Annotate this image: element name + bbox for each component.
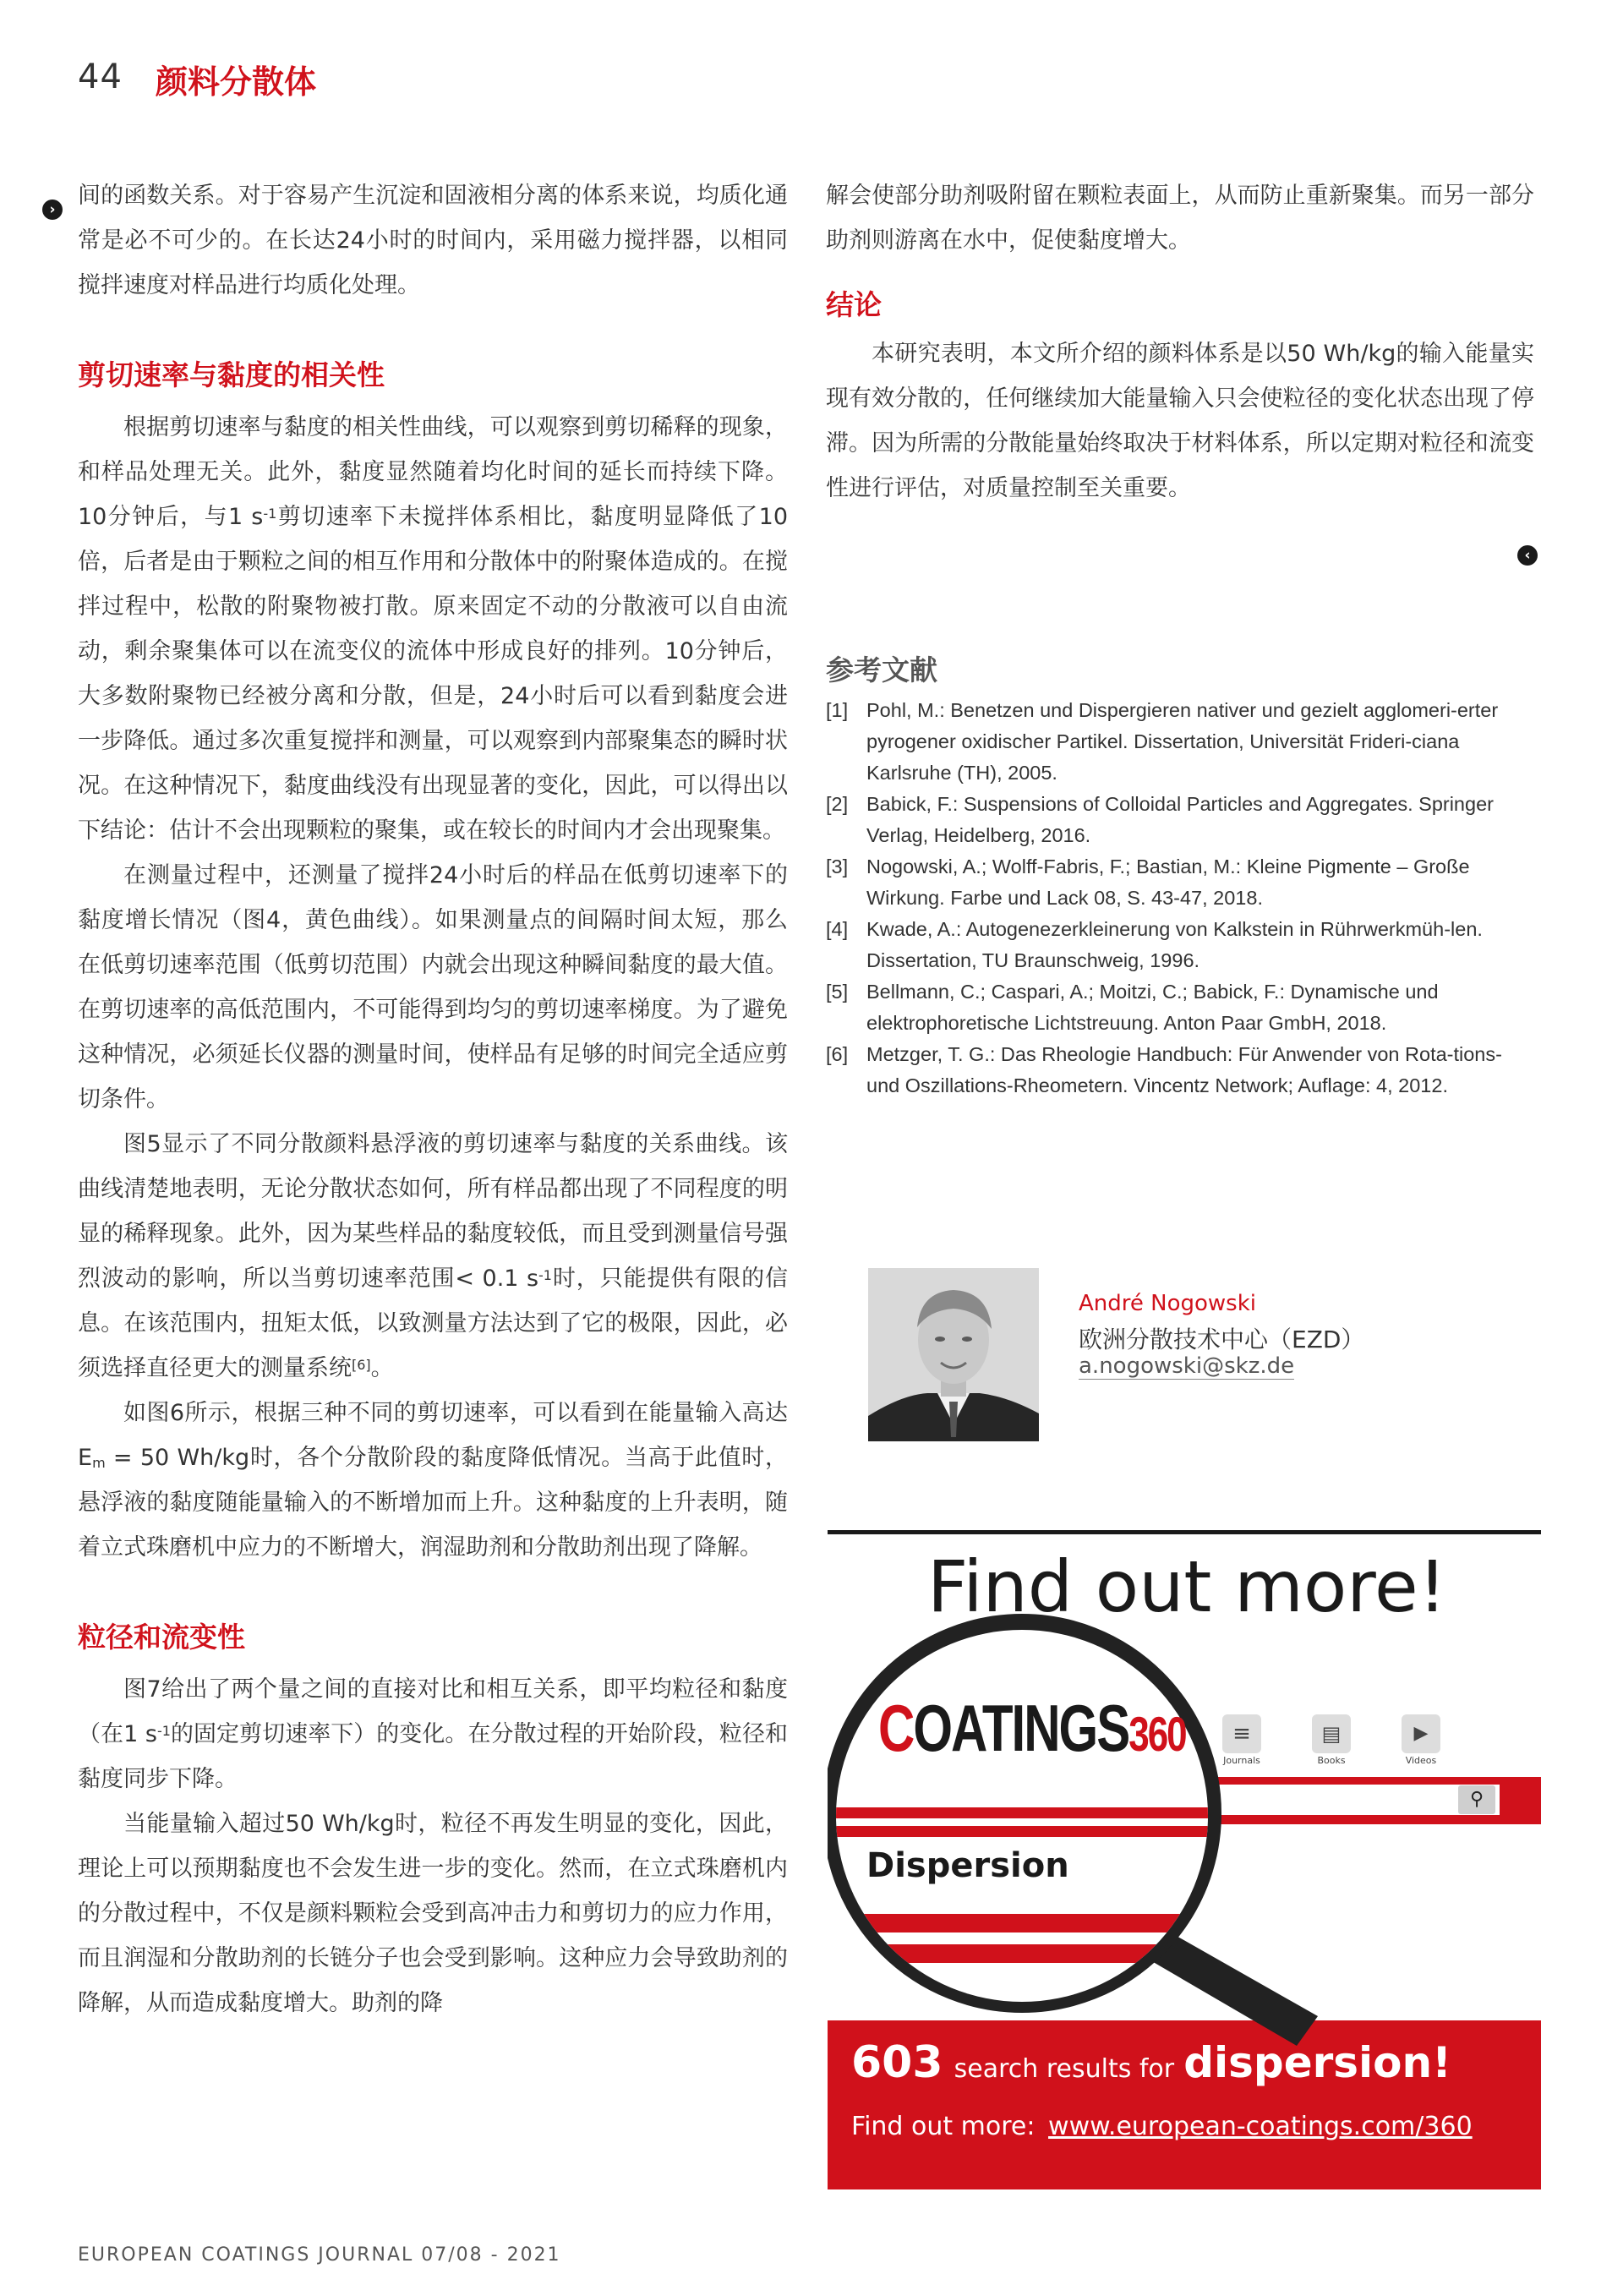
search-button[interactable] [1458,1785,1495,1814]
paragraph-conclusion: 本研究表明，本文所介绍的颜料体系是以50 Wh/kg的输入能量实现有效分散的，任何继续加大能量输入只会使粒径的变化状态出现了停滞。因为所需的分散能量始终取决于材料体系，所以定期对粒径和流变性进行评估，对质量控制至关重要。 [826,341,1534,501]
paragraph-shear-3: 图5显示了不同分散颜料悬浮液的剪切速率与黏度的关系曲线。该曲线清楚地表明，无论分散状态如何，所有样品都出现了不同程度的明显的稀释现象。此外，因为某些样品的黏度较低，而且受到测量信号强烈波动的影响，所以当剪切速率范围< 0.1 $s^{-1}$时，只能提供有限的信息。在该范围内，扭矩太低，以致测量方法达到了它的极限，因此，必须选择直径更大的测量系统[6]。 [78,1131,789,1381]
reference-item: [6] Metzger, T. G.: Das Rheologie Handbuch: Für Anwender von Rota-tions- und Oszillations-Rheometern. Vincentz Network; Auflage: 4, 2012. [826,1043,1502,1096]
reference-item: [1] Pohl, M.: Benetzen und Dispergieren nativer und gezielt agglomeri-erter pyrogener oxidischer Partikel. Dissertation, Universität Frideri-ciana Karlsruhe (TH), 2005. [826,699,1499,784]
magnifier-lens [836,1630,1208,2002]
reference-item: [5] Bellmann, C.; Caspari, A.; Moitzi, C.; Babick, F.: Dynamische und elektrophoretische Lichtstreuung. Anton Paar GmbH, 2018. [826,981,1439,1034]
search-icon: ⚲ [1469,1789,1484,1810]
journals-icon: ≡ [1222,1714,1261,1753]
page-number: 44 [78,57,123,96]
heading-shear-viscosity: 剪切速率与黏度的相关性 [78,358,385,391]
coatings360-logo: COATINGS360 [878,1691,1186,1766]
cta-line: Find out more: www.european-coatings.com/360 [851,2112,1473,2141]
search-term: Dispersion [866,1846,1069,1885]
reference-item: [4] Kwade, A.: Autogenezerkleinerung von Kalkstein in Rührwerkmüh-len. Dissertation, TU Braunschweig, 1996. [826,918,1483,971]
nav-icon-videos[interactable]: ▶ Videos [1396,1714,1446,1766]
continue-to-icon[interactable]: ‹ [1517,545,1538,566]
nav-icon-journals[interactable]: ≡ Journals [1216,1714,1267,1766]
paragraph-intro: 间的函数关系。对于容易产生沉淀和固液相分离的体系来说，均质化通常是必不可少的。在长达24小时的时间内，采用磁力搅拌器，以相同搅拌速度对样品进行均质化处理。 [78,183,788,298]
videos-icon: ▶ [1402,1714,1440,1753]
author-name: André Nogowski [1079,1291,1257,1316]
cta-link[interactable]: www.european-coatings.com/360 [1048,2112,1473,2141]
heading-references: 参考文献 [826,653,937,686]
paragraph-particle-2: 当能量输入超过50 Wh/kg时，粒径不再发生明显的变化，因此，理论上可以预期黏度也不会发生进一步的变化。然而，在立式珠磨机内的分散过程中，不仅是颜料颗粒会受到高冲击力和剪切力的应力作用，而且润湿和分散助剂的长链分子也会受到影响。这种应力会导致助剂的降解，从而造成黏度增大。助剂的降 [78,1811,788,2016]
paragraph-continued: 解会使部分助剂吸附留在颗粒表面上，从而防止重新聚集。而另一部分助剂则游离在水中，促使黏度增大。 [826,183,1534,254]
reference-item: [2] Babick, F.: Suspensions of Colloidal Particles and Aggregates. Springer Verlag, Heidelberg, 2016. [826,793,1494,846]
nav-icon-books[interactable]: ▤ Books [1306,1714,1357,1766]
author-email-link[interactable]: a.nogowski@skz.de [1079,1353,1295,1379]
author-organization: 欧洲分散技术中心（EZD） [1079,1326,1365,1353]
results-label: search results for [954,2054,1175,2084]
paragraph-shear-2: 在测量过程中，还测量了搅拌24小时后的样品在低剪切速率下的黏度增长情况（图4，黄色曲线）。如果测量点的间隔时间太短，那么在低剪切速率范围（低剪切范围）内就会出现这种瞬间黏度的最大值。在剪切速率的高低范围内，不可能得到均匀的剪切速率梯度。为了避免这种情况，必须延长仪器的测量时间，使样品有足够的时间完全适应剪切条件。 [78,862,788,1112]
heading-conclusion: 结论 [826,288,882,321]
section-title: 颜料分散体 [156,63,317,101]
left-column [78,173,788,2025]
books-icon: ▤ [1312,1714,1351,1753]
journal-footer: EUROPEAN COATINGS JOURNAL 07/08 - 2021 [78,2244,561,2266]
paragraph-shear-4: 如图6所示，根据三种不同的剪切速率，可以看到在能量输入高达$E_m = 50$ Wh/kg时，各个分散阶段的黏度降低情况。当高于此值时，悬浮液的黏度随能量输入的不断增加而上升。这种黏度的上升表明，随着立式珠磨机中应力的不断增大，润湿助剂和分散助剂出现了降解。 [78,1400,788,1561]
right-column [826,173,1534,511]
paragraph-particle-1: 图7给出了两个量之间的直接对比和相互关系，即平均粒径和黏度（在1 $s^{-1}$的固定剪切速率下）的变化。在分散过程的开始阶段，粒径和黏度同步下降。 [78,1676,789,1792]
reference-item: [3] Nogowski, A.; Wolff-Fabris, F.; Bastian, M.: Kleine Pigmente – Große Wirkung. Farbe und Lack 08, S. 43-47, 2018. [826,856,1470,909]
coatings360-advertisement[interactable] [828,1530,1541,2189]
references-list [826,695,1529,1102]
results-term: dispersion! [1183,2038,1451,2087]
results-count: 603 [851,2037,943,2088]
search-results-line [851,2037,1451,2088]
continue-from-icon[interactable]: › [42,200,63,220]
author-photo [868,1268,1039,1441]
ad-headline: Find out more! [927,1545,1447,1628]
paragraph-shear-1: 根据剪切速率与黏度的相关性曲线，可以观察到剪切稀释的现象，和样品处理无关。此外，黏度显然随着均化时间的延长而持续下降。10分钟后，与1 $s^{-1}$剪切速率下未搅拌体系相比，黏度明显降低了10倍，后者是由于颗粒之间的相互作用和分散体中的附聚体造成的。在搅拌过程中，松散的附聚物被打散。原来固定不动的分散液可以自由流动，剩余聚集体可以在流变仪的流体中形成良好的排列。10分钟后，大多数附聚物已经被分离和分散，但是，24小时后可以看到黏度会进一步降低。通过多次重复搅拌和测量，可以观察到内部聚集态的瞬时状况。在这种情况下，黏度曲线没有出现显著的变化，因此，可以得出以下结论：估计不会出现颗粒的聚集，或在较长的时间内才会出现聚集。 [78,414,788,844]
heading-particle-rheology: 粒径和流变性 [78,1621,245,1654]
